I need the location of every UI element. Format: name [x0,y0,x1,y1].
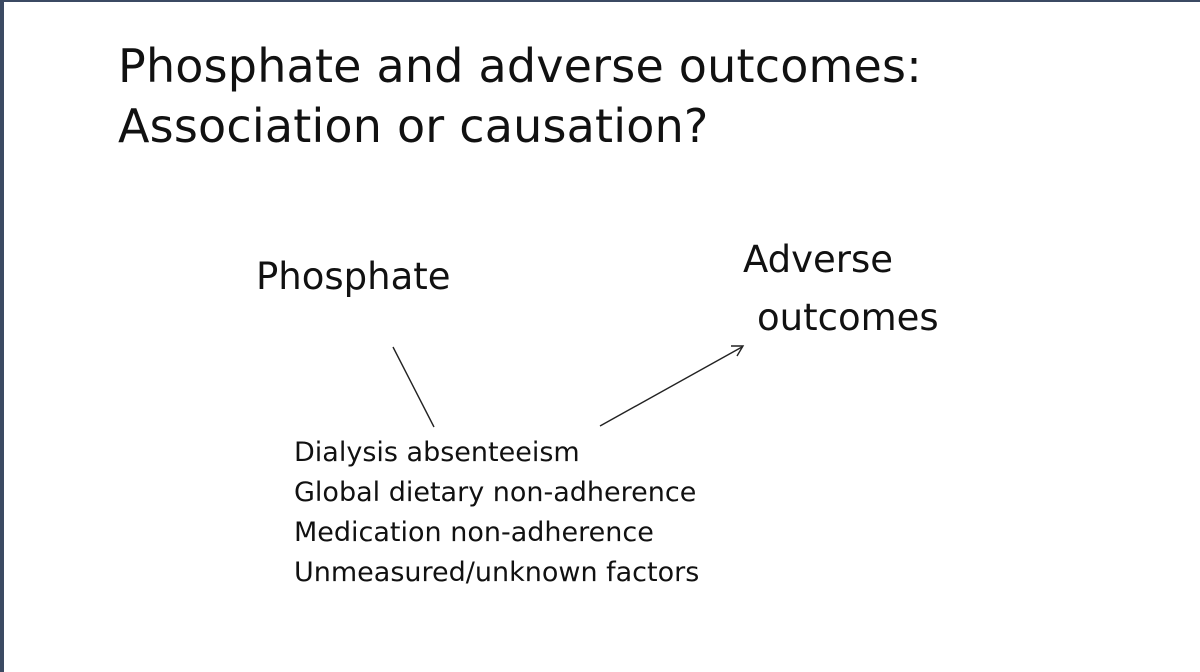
slide-title [118,36,922,156]
title-line-2: Association or causation? [118,99,709,153]
adverse-outcomes-node [743,231,939,347]
factor-item: Dialysis absenteeism [294,437,580,468]
phosphate-factors-connector [393,347,434,427]
confounding-factors-list [294,433,699,593]
factors-outcomes-arrow [600,347,742,426]
factor-item: Global dietary non-adherence [294,477,697,508]
factor-item: Medication non-adherence [294,517,654,548]
factor-item: Unmeasured/unknown factors [294,557,700,588]
arrow-head-icon [731,346,743,356]
phosphate-node: Phosphate [256,255,451,298]
outcomes-line-1: Adverse [743,238,894,281]
title-line-1: Phosphate and adverse outcomes: [118,39,922,93]
outcomes-line-2: outcomes [757,296,939,339]
